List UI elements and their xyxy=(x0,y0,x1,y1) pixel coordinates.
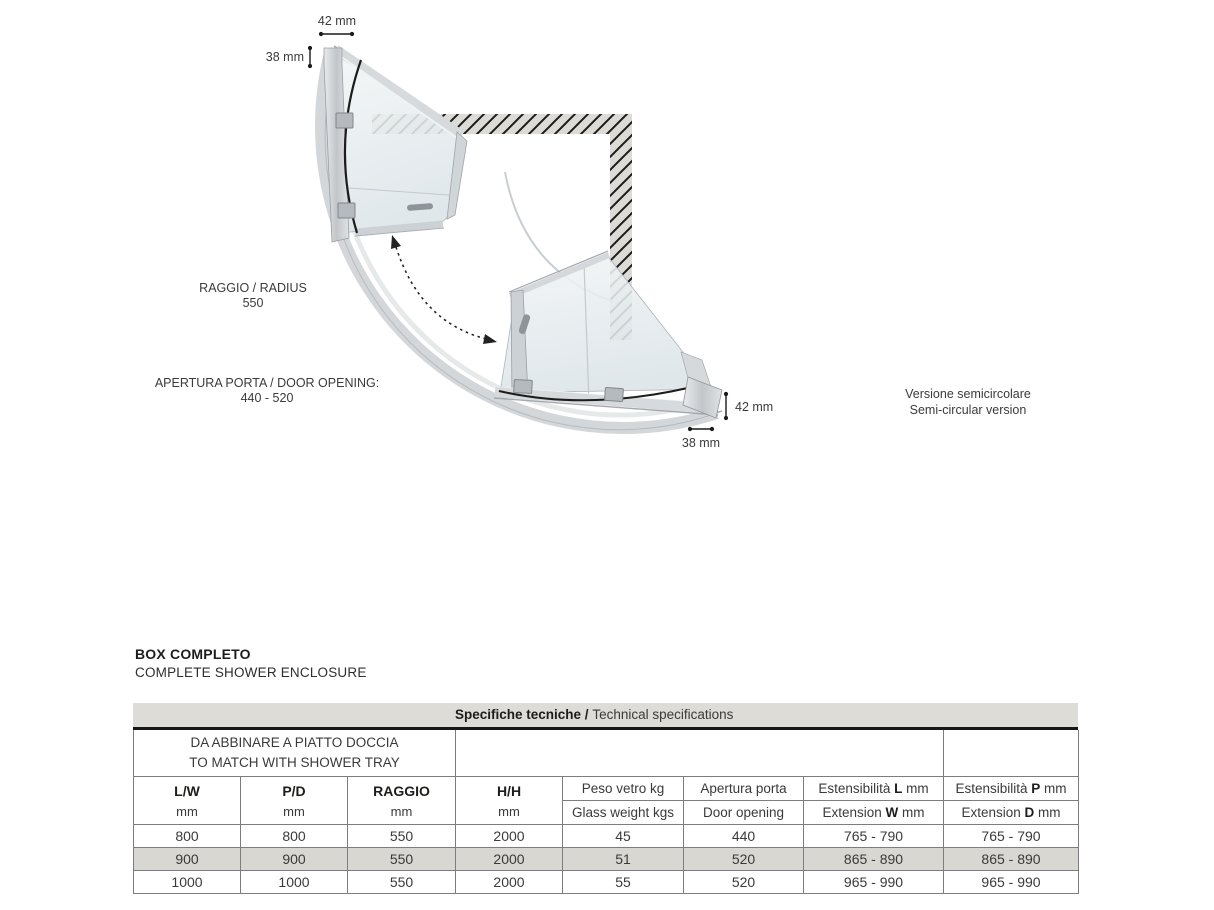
column-header-glass-weight-en: Glass weight kgs xyxy=(563,801,684,825)
table-title-bold: Specifiche tecniche / xyxy=(455,707,593,722)
radius-value: 550 xyxy=(242,295,264,310)
data-cell: 520 xyxy=(684,848,804,871)
door-opening-label xyxy=(117,376,417,405)
data-cell: 765 - 790 xyxy=(944,825,1079,848)
header-row-top xyxy=(134,777,1079,801)
data-cell: 45 xyxy=(563,825,684,848)
spec-grid xyxy=(133,730,1079,894)
data-cell: 550 xyxy=(348,848,456,871)
hinge-bracket xyxy=(514,380,533,394)
column-header-extension-w-en: Extension W mm xyxy=(804,801,944,825)
dim-label-42mm-bottom: 42 mm xyxy=(735,400,774,414)
dimension-38mm-bottom xyxy=(688,427,714,431)
data-cell: 900 xyxy=(134,848,241,871)
data-cell: 1000 xyxy=(134,871,241,894)
match-note-en: TO MATCH WITH SHOWER TRAY xyxy=(189,755,400,770)
dimension-42mm-bottom xyxy=(724,392,728,420)
radius-label-text: RAGGIO / RADIUS xyxy=(199,281,307,295)
section-subtitle: COMPLETE SHOWER ENCLOSURE xyxy=(135,665,367,680)
data-cell: 2000 xyxy=(456,871,563,894)
spec-table xyxy=(133,703,1078,894)
column-header-hh: H/H mm xyxy=(456,777,563,825)
table-title-regular: Technical specifications xyxy=(592,707,734,722)
door-opening-value: 440 - 520 xyxy=(240,390,294,405)
data-cell: 550 xyxy=(348,871,456,894)
hinge-bracket xyxy=(338,203,355,218)
bottom-glass-panel xyxy=(493,251,722,418)
data-cell: 765 - 790 xyxy=(804,825,944,848)
table-row xyxy=(134,871,1079,894)
door-opening-label-text: APERTURA PORTA / DOOR OPENING: xyxy=(154,376,380,390)
dimension-38mm-left xyxy=(308,46,312,68)
data-cell: 550 xyxy=(348,825,456,848)
version-label-it: Versione semicircolare xyxy=(905,387,1031,401)
column-header-pd: P/D mm xyxy=(241,777,348,825)
data-cell: 1000 xyxy=(241,871,348,894)
data-cell: 800 xyxy=(241,825,348,848)
version-label-en: Semi-circular version xyxy=(909,402,1027,417)
data-cell: 965 - 990 xyxy=(804,871,944,894)
data-cell: 900 xyxy=(241,848,348,871)
top-glass-panel xyxy=(324,46,467,242)
empty-cell xyxy=(944,730,1079,777)
column-header-raggio: RAGGIO mm xyxy=(348,777,456,825)
dim-label-42mm-top: 42 mm xyxy=(317,14,357,28)
data-cell: 2000 xyxy=(456,825,563,848)
door-swing-arrow-icon xyxy=(391,235,497,344)
section-title: BOX COMPLETO xyxy=(135,646,251,662)
column-header-extension-d-en: Extension D mm xyxy=(944,801,1079,825)
data-cell: 965 - 990 xyxy=(944,871,1079,894)
version-label xyxy=(848,387,1088,418)
hinge-bracket xyxy=(605,387,624,401)
radius-label xyxy=(133,281,373,310)
table-title-bar xyxy=(133,703,1078,727)
data-cell: 865 - 890 xyxy=(944,848,1079,871)
dim-label-38mm-bottom: 38 mm xyxy=(681,436,721,450)
empty-cell xyxy=(456,730,944,777)
data-cell: 800 xyxy=(134,825,241,848)
dim-label-38mm-left: 38 mm xyxy=(265,50,304,64)
data-cell: 520 xyxy=(684,871,804,894)
data-cell: 55 xyxy=(563,871,684,894)
data-cell: 865 - 890 xyxy=(804,848,944,871)
column-header-lw: L/W mm xyxy=(134,777,241,825)
column-header-extension-p-it: Estensibilità P mm xyxy=(944,777,1079,801)
table-row xyxy=(134,825,1079,848)
column-header-door-opening-it: Apertura porta xyxy=(684,777,804,801)
data-cell: 51 xyxy=(563,848,684,871)
hinge-bracket xyxy=(336,113,353,128)
match-note-row xyxy=(134,730,1079,777)
dimension-42mm-top xyxy=(319,32,354,36)
column-header-extension-l-it: Estensibilità L mm xyxy=(804,777,944,801)
data-cell: 440 xyxy=(684,825,804,848)
table-row xyxy=(134,848,1079,871)
data-cell: 2000 xyxy=(456,848,563,871)
column-header-door-opening-en: Door opening xyxy=(684,801,804,825)
column-header-glass-weight-it: Peso vetro kg xyxy=(563,777,684,801)
match-note-cell xyxy=(134,730,456,777)
match-note-it: DA ABBINARE A PIATTO DOCCIA xyxy=(190,734,399,750)
